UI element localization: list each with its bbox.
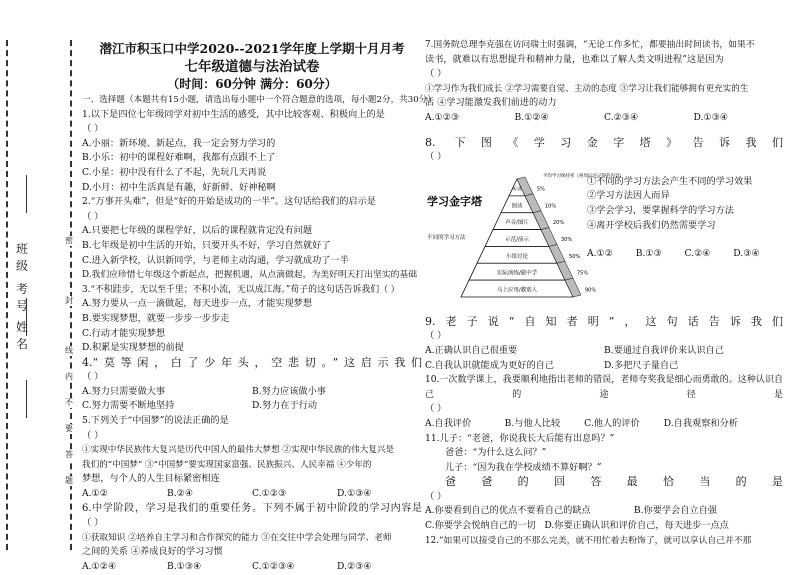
question-10-option[interactable]: D.自我观察和分析 [663,417,738,429]
pyramid-left-note: 不同的学习方法 [427,234,466,241]
class-label: 班级 [16,242,51,273]
question-8-option[interactable]: D.③④ [733,248,760,260]
question-10-options-row [425,417,783,432]
pyramid-level-percent: 75% [577,270,589,277]
question-4-stem: 4.“莫等闲，白了少年头，空悲切。”这启示我们 [82,355,422,369]
question-8-option[interactable]: B.①③ [635,248,662,260]
pyramid-level-percent: 5% [537,186,545,193]
question-10-stem: 10.一次数学课上，我要顺利地指出老师的错误，老师夸奖我是细心而勇敢的。这种认识自己的途径是 [425,375,783,400]
question-8-statement: ②学习方法因人而异 [587,190,670,202]
question-6-stem: 6.中学阶段，学习是我们的重要任务。下列不属于初中阶段的学习内容是 [82,502,422,514]
question-5-statement: 我们的“中国梦” ③“中国梦”要实现国家富强、民族振兴、人民幸福 ④少年的 [82,459,372,470]
pyramid-level-percent: 30% [561,236,573,243]
right-column [425,38,783,548]
pyramid-level-percent: 90% [585,287,597,294]
pyramid-level-label: 示范/演示 [505,236,529,243]
question-10-option[interactable]: B.与他人比较 [504,417,561,429]
question-8-statements [587,175,782,262]
pyramid-level-label: 马上应用/教别人 [496,287,538,294]
seal-char: 密 [65,236,73,245]
question-5-option[interactable]: B.②④ [167,488,194,500]
question-6-option[interactable]: D.②③④ [337,561,372,572]
question-8-stem: 8. 下图《学习金字塔》告诉我们 [425,135,783,149]
question-11-options-row [425,504,783,519]
pyramid-level-percent: 50% [569,253,581,260]
question-5-option[interactable]: C.①②③ [252,488,287,500]
question-2-stem: 2.“万事开头难”，但是“好的开始是成功的一半”。这句话给我们的启示是 [82,196,376,208]
question-5-stem: 5.下列关于“中国梦”的说法正确的是 [82,415,229,427]
question-1-option[interactable]: D.小月：初中生活真是有趣，好新鲜、好神秘啊 [82,181,276,193]
seal-char: 题 [65,476,73,485]
question-9-option[interactable]: C.自我认识就能成为更好的自己 [425,359,555,371]
number-label: 考号 [16,282,51,313]
question-6-option[interactable]: C.①②③④ [252,561,295,572]
question-4-option[interactable]: A.努力只需要做大事 [82,385,166,397]
question-5-statement: 梦想，与个人的人生目标紧密相连 [82,473,220,485]
pyramid-level-label: 声音/图片 [505,219,529,226]
question-7-option[interactable]: D.①③④ [693,111,729,123]
time-score: （时间：60分钟 满分：60分） [167,77,337,91]
question-4-options-row [82,385,422,400]
pyramid-level-label: 小组讨论 [505,253,529,260]
question-12-stem: 12.“如果可以接受自己的不那么完美，就不用忙着去粉饰了，就可以享认自己并不那 [425,535,752,546]
question-8-figure [425,165,783,315]
question-8-statement: ①不同的学习方法会产生不同的学习效果 [587,175,753,187]
question-5-option[interactable]: A.①② [82,488,109,500]
binding-dash-outer [6,40,8,550]
seal-char: 答 [65,450,73,459]
question-11-options-row [425,519,783,534]
question-11-option[interactable]: A.你要看到自己的优点不要看自己的缺点 [425,505,591,517]
question-1-stem: 1.以下是四位七年级同学对初中生活的感受，其中比较客观、积极向上的是 [82,108,385,120]
question-1-option[interactable]: B.小乐：初中的课程好难啊，我都有点跟不上了 [82,152,276,164]
seal-char: 不 [65,398,73,407]
section-heading: 一、选择题（本题共有15小题，请选出每小题中一个符合题意的选项，每小题2分，共30分） [82,95,436,105]
pyramid-level-percent: 20% [553,219,565,226]
question-4-option[interactable]: D.努力在于行动 [252,400,318,412]
exam-title: 七年级道德与法治试卷 [184,59,320,75]
question-7-statement: 活 ④学习能激发我们前进的动力 [425,97,557,109]
answer-bracket[interactable]: （ ） [82,210,104,222]
school-title: 潜江市积玉口中学2020--2021学年度上学期十月月考 [99,41,405,56]
question-7-options-row [425,111,783,126]
question-8-options-row [587,247,782,262]
question-9-option[interactable]: A.正确认识自己很重要 [425,344,518,356]
question-5-options-row [82,487,422,502]
name-label: 姓名 [16,320,51,351]
question-7-stem: 读书，就难以有思想提升和精神力量，也难以了解人类文明进程”这是因为 [425,53,724,65]
question-8-statement: ③学会学习，要掌握科学的学习方法 [587,204,734,216]
question-4-option[interactable]: C.努力需要不断地坚持 [82,400,175,412]
question-9-stem: 9.老子说“自知者明”，这句话告诉我们 [425,314,783,328]
question-2-option[interactable]: C.进入新学校，认识新同学，与老师主动沟通，学习就成功了一半 [82,254,349,266]
question-3-option[interactable]: B.要实现梦想，就要一步步一步步走 [82,312,230,324]
question-3-option[interactable]: C.行动才能实现梦想 [82,327,166,339]
question-2-option[interactable]: D.我们应珍惜七年级这个新起点，把握机遇，从点滴做起，为美好明天打出坚实的基础 [82,270,418,281]
question-2-option[interactable]: A.只要把七年级的课程学好，以后的课程就肯定没有问题 [82,225,313,237]
name-field-line[interactable] [26,380,27,418]
seal-char: 内 [65,372,73,381]
pyramid-level-label: 听讲 [512,187,522,193]
question-4-options-row [82,399,422,414]
question-3-option[interactable]: D.积累是实现梦想的前提 [82,342,184,354]
question-11-prompt: 爸爸的回答最恰当的是 [445,475,783,489]
answer-bracket[interactable]: （ ） [425,403,447,415]
question-5-option[interactable]: D.①③④ [337,488,372,500]
question-3-stem: 3.“不积跬步，无以至千里；不积小流，无以成江海。”荀子的这句话告诉我们（ ） [82,284,400,295]
question-7-option[interactable]: B.①②④ [514,111,549,123]
question-9-options-row [425,344,783,359]
question-11-option[interactable]: D.你要正确认识和评价自己，每天进步一点点 [544,520,729,532]
left-column [82,40,436,575]
question-9-option[interactable]: B.要通过自我评价来认识自己 [604,344,724,356]
answer-bracket[interactable]: （ ） [425,68,447,80]
pyramid-title: 学习金字塔 [427,194,482,208]
question-9-options-row [425,359,783,374]
question-11-option[interactable]: B.你要学会自立自强 [633,505,717,517]
question-3-option[interactable]: A.努力要从一点一滴做起，每天进步一点，才能实现梦想 [82,298,313,310]
answer-bracket[interactable]: （ ） [425,330,447,342]
answer-bracket[interactable]: （ ） [425,490,447,502]
question-6-statement: 之间的关系 ④养成良好的学习习惯 [82,546,223,558]
question-8-option[interactable]: A.①② [587,248,614,260]
question-8-option[interactable]: C.②④ [684,248,711,260]
pyramid-level-label: 阅读 [511,203,523,210]
question-6-statement: ①获取知识 ②培养自主学习和合作探究的能力 ③在交往中学会处理与同学、老师 [82,532,392,543]
question-6-option[interactable]: B.①③④ [167,561,202,572]
seal-char: 封 [65,296,73,305]
question-11-stem: 11.儿子：“老爸，你说我长大后能有出息吗？” [425,432,615,444]
pyramid-level-label: 实际演练/做中学 [496,270,538,277]
pyramid-level-percent: 10% [545,203,557,210]
answer-bracket[interactable]: （ ） [82,517,104,529]
answer-bracket[interactable]: （ ） [425,151,447,163]
question-7-statement: ①学习作为我们成长 ②学习需要自觉、主动的态度 ③学习让我们能够拥有更充实的生 [425,83,749,94]
question-7-option[interactable]: A.①②③ [425,111,460,123]
seal-char: 要 [65,424,73,433]
question-11-option[interactable]: C.你要学会悦纳自己的一切 [425,520,536,532]
question-10-option[interactable]: A.自我评价 [425,417,472,429]
question-1-option[interactable]: C.小星：初中没有什么了不起，先玩几天再说 [82,166,267,178]
answer-bracket[interactable]: （ ） [82,429,104,441]
question-9-option[interactable]: D.多把尺子量自己 [604,359,679,371]
binding-strip [0,0,78,550]
question-4-option[interactable]: B.努力应该做小事 [252,385,326,397]
pyramid-right-note: 平均学习保持率（两周后还记得的内容） [543,173,624,179]
question-10-option[interactable]: C.他人的评价 [584,417,640,429]
question-11-dialogue: 爸爸：“为什么这么问？” [445,447,547,459]
class-field-line[interactable] [26,175,27,213]
question-5-statement: ①实现中华民族伟大复兴是历代中国人的最伟大梦想 ②实现中华民族的伟大复兴是 [82,445,395,456]
question-7-option[interactable]: C.②③④ [604,111,639,123]
answer-bracket[interactable]: （ ） [82,123,104,135]
answer-bracket[interactable]: （ ） [82,371,104,383]
question-2-option[interactable]: B.七年级是初中生活的开始，只要开头不好，学习自然就好了 [82,239,331,251]
question-6-option[interactable]: A.①②④ [82,561,117,572]
question-6-options-row [82,560,422,575]
question-8-statement: ④离开学校后我们仍然需要学习 [587,219,716,231]
question-1-option[interactable]: A.小丽：新环境、新起点，我一定会努力学习的 [82,137,276,149]
seal-char: 线 [65,346,73,355]
question-7-stem: 7.国务院总理李克强在访问瑞士时强调，“无论工作多忙，都要抽出时间读书，如果不 [425,40,755,50]
question-11-dialogue: 儿子：“因为我在学校成绩不算好啊？” [445,461,602,473]
